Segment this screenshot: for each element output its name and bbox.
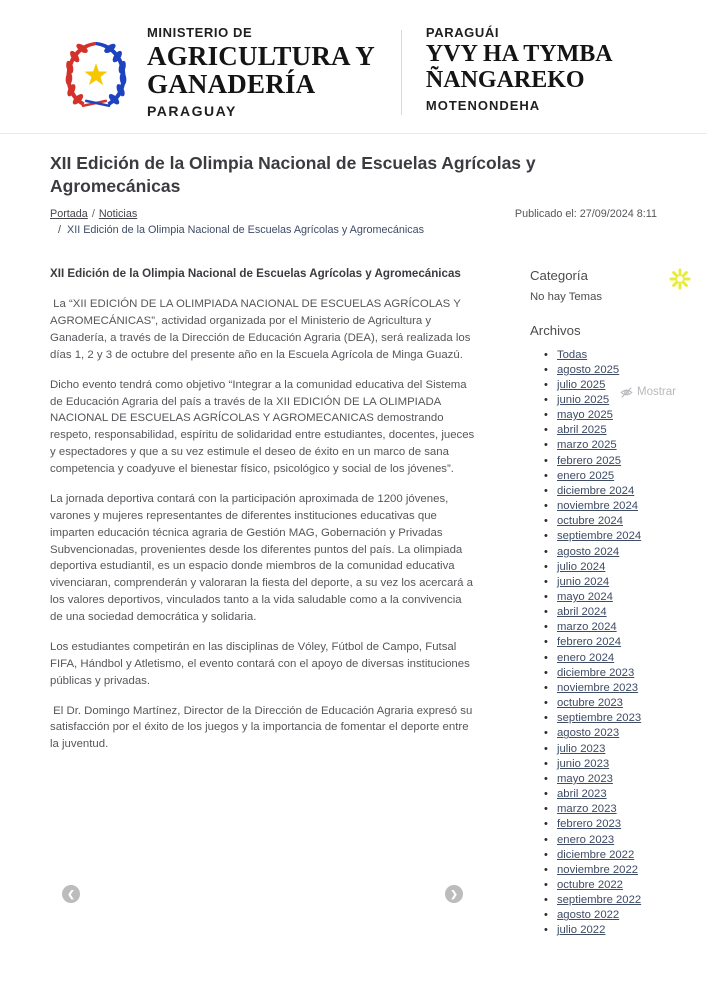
sidebar [530,266,707,939]
archive-link[interactable]: abril 2024 [557,606,607,619]
archive-link[interactable]: junio 2023 [557,757,610,770]
archive-list-item [530,454,707,469]
archive-list-item [530,348,707,363]
article-paragraph: El Dr. Domingo Martínez, Director de la Dirección de Educación Agraria expresó su satisfacción por el éxito de los juegos y la importancia de fomentar el deporte entre la juventud. [50,704,476,751]
archive-link[interactable]: abril 2023 [557,788,607,801]
category-heading: Categoría [530,267,588,283]
breadcrumb-current [50,224,657,236]
header-divider [401,30,402,115]
breadcrumb-separator: / [91,207,95,220]
ministry-wordmark [147,26,375,119]
article-body [50,296,478,753]
published-date: Publicado el: 27/09/2024 8:11 [514,207,657,220]
guarani-line-3: ÑANGAREKO [425,66,585,93]
archive-list-item [530,560,707,575]
breadcrumb-separator: / [58,223,61,236]
archive-link[interactable]: junio 2025 [557,393,610,406]
archive-list-item [530,499,707,514]
breadcrumb-link-noticias[interactable]: Noticias [98,207,138,220]
archive-link[interactable]: julio 2024 [557,560,606,573]
archive-list-item [530,848,707,863]
archive-list-item [530,469,707,484]
archive-list-item [530,711,707,726]
ministry-line-3: GANADERÍA [147,68,316,99]
archive-link[interactable]: noviembre 2022 [557,863,639,876]
breadcrumb-current-label: XII Edición de la Olimpia Nacional de Escuelas Agrícolas y Agromecánicas [67,223,425,236]
carousel-prev-button[interactable]: ❮ [62,885,80,903]
archive-list-item [530,529,707,544]
archive-list-item [530,696,707,711]
archive-link[interactable]: enero 2025 [557,469,615,482]
archive-link[interactable]: julio 2023 [557,742,606,755]
main-content [0,236,707,939]
archive-link[interactable]: octubre 2023 [557,697,623,710]
archive-link[interactable]: marzo 2023 [557,803,617,816]
article-paragraph: La “XII EDICIÓN DE LA OLIMPIADA NACIONAL DE ESCUELAS AGRÍCOLAS Y AGROMECÁNICAS”, actividad organizada por el Ministerio de Agricultura y Ganadería, a través de la Dirección de Educación Agraria (DEA), será realizada los días 1, 2 y 3 de octubre del presente año en la Escuela Agrícola de Minga Guazú. [50,298,474,361]
page-head [0,134,707,236]
archive-link[interactable]: septiembre 2023 [557,712,642,725]
archive-link[interactable]: diciembre 2023 [557,666,635,679]
article-heading: XII Edición de la Olimpia Nacional de Escuelas Agrícolas y Agromecánicas [50,266,461,280]
loading-asterisk-icon [669,268,691,290]
archive-link[interactable]: mayo 2024 [557,591,613,604]
archive-link[interactable]: Todas [557,348,588,361]
archive-list-item [530,923,707,938]
guarani-wordmark [426,26,613,113]
archive-link[interactable]: diciembre 2022 [557,848,635,861]
archive-link[interactable]: agosto 2023 [557,727,620,740]
paraguay-coat-of-arms-icon [55,32,137,114]
archive-list-item [530,545,707,560]
archive-link[interactable]: diciembre 2024 [557,484,635,497]
category-empty-text: No hay Temas [530,290,603,303]
archive-list-item [530,575,707,590]
archive-link[interactable]: agosto 2025 [557,363,620,376]
archive-list-item [530,408,707,423]
archive-list-item [530,908,707,923]
archive-list-item [530,484,707,499]
archive-link[interactable]: mayo 2025 [557,409,613,422]
archive-list-item [530,635,707,650]
archive-list-item [530,742,707,757]
archive-list-item [530,726,707,741]
show-tooltip[interactable] [616,383,682,405]
archive-link[interactable]: junio 2024 [557,575,610,588]
archive-link[interactable]: febrero 2023 [557,818,622,831]
archives-list [530,348,707,939]
guarani-line-1: PARAGUÁI [425,25,500,40]
ministry-line-4: PARAGUAY [147,103,237,120]
archive-list-item [530,605,707,620]
article-paragraph: Los estudiantes competirán en las disciplinas de Vóley, Fútbol de Campo, Futsal FIFA, Hándbol y Atletismo, el evento contará con el apoyo de diversas instituciones públicas y privadas. [50,640,473,687]
archive-link[interactable]: julio 2025 [557,378,606,391]
archive-list-item [530,802,707,817]
archive-list-item [530,666,707,681]
header-logo-link[interactable] [55,26,375,119]
archive-list-item [530,893,707,908]
archive-list-item [530,651,707,666]
guarani-line-2: YVY HA TYMBA [425,41,613,68]
article-paragraph: La jornada deportiva contará con la participación aproximada de 1200 jóvenes, varones y mujeres representantes de diferentes instituciones educativas que imparten educación técnica agraria de Gestión MAG, Gobernación y Privadas Subvencionadas, provenientes desde los diferentes puntos del país. La olimpiada deportiva estudiantil, es un espacio donde miembros de la comunidad educativa vivenciaran, comprenderán y valoraran la fiesta del deporte, a su vez los acercará a los valores deportivos, vinculados tanto a la vida saludable como a la convivencia de una sociedad democrática y solidaria. [50,492,477,624]
carousel-nav [50,885,475,903]
archive-list-item [530,681,707,696]
archive-link[interactable]: agosto 2022 [557,909,620,922]
ministry-line-2: AGRICULTURA Y [147,40,375,71]
archive-link[interactable]: mayo 2023 [557,772,613,785]
archive-list-item [530,772,707,787]
archive-list-item [530,817,707,832]
archive-link[interactable]: febrero 2025 [557,454,622,467]
archive-list-item [530,423,707,438]
archive-list-item [530,514,707,529]
archive-link[interactable]: agosto 2024 [557,545,620,558]
archive-list-item [530,590,707,605]
archive-link[interactable]: noviembre 2024 [557,500,639,513]
archives-heading: Archivos [530,322,581,338]
site-header [0,0,707,133]
archive-link[interactable]: septiembre 2024 [557,530,642,543]
archive-list-item [530,863,707,878]
breadcrumb [50,208,137,220]
archive-list-item [530,833,707,848]
page-title: XII Edición de la Olimpia Nacional de Escuelas Agrícolas y Agromecánicas [50,153,536,196]
archive-link[interactable]: marzo 2025 [557,439,617,452]
show-tooltip-label: Mostrar [637,386,676,399]
carousel-next-button[interactable]: ❯ [445,885,463,903]
archive-link[interactable]: enero 2023 [557,833,615,846]
archive-link[interactable]: julio 2022 [557,924,606,937]
archive-list-item [530,363,707,378]
article-paragraph: Dicho evento tendrá como objetivo “Integrar a la comunidad educativa del Sistema de Educación Agraria del país a través de la XII EDICIÓN DE LA OLIMPIADA NACIONAL DE ESCUELAS AGRÍCOLAS Y AGROMECANICAS demostrando respeto, responsabilidad, espíritu de solidaridad entre estudiantes, docentes, jueces y espectadores y que a su vez estimule el deseo de éxito en un marco de sana competencia y coadyuve el bienestar físico, psicológico y social de los jóvenes”. [50,378,478,476]
guarani-line-4: MOTENONDEHA [425,97,541,113]
archive-link[interactable]: octubre 2022 [557,878,623,891]
archive-list-item [530,878,707,893]
archive-list-item [530,438,707,453]
eye-off-icon [620,386,633,399]
archive-list-item [530,620,707,635]
archive-link[interactable]: octubre 2024 [557,515,623,528]
archive-link[interactable]: marzo 2024 [557,621,617,634]
archive-list-item [530,757,707,772]
archive-link[interactable]: noviembre 2023 [557,681,639,694]
archive-link[interactable]: febrero 2024 [557,636,622,649]
archive-link[interactable]: abril 2025 [557,424,607,437]
breadcrumb-link-portada[interactable]: Portada [50,207,88,220]
archive-link[interactable]: enero 2024 [557,651,615,664]
article [50,266,478,939]
archive-list-item [530,787,707,802]
ministry-line-1: MINISTERIO DE [147,25,253,40]
archive-link[interactable]: septiembre 2022 [557,894,642,907]
